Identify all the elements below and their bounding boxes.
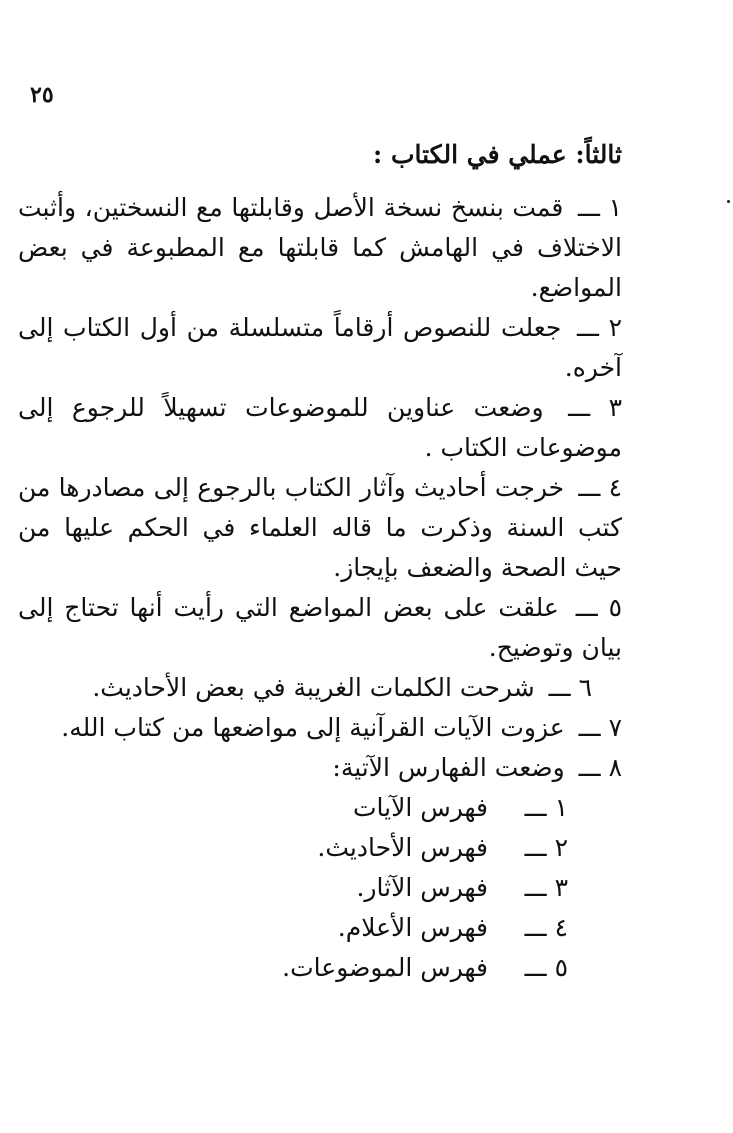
item-number: ٧ ـــ bbox=[578, 713, 622, 742]
item-number: ٨ ـــ bbox=[578, 753, 622, 782]
index-number: ٣ ـــ bbox=[524, 873, 568, 902]
index-entry bbox=[248, 868, 568, 908]
item-number: ٥ ـــ bbox=[575, 593, 623, 622]
item-number: ١ ـــ bbox=[577, 193, 623, 222]
item-text: شرحت الكلمات الغريبة في بعض الأحاديث. bbox=[92, 673, 535, 702]
list-item bbox=[18, 468, 622, 588]
work-steps-list bbox=[18, 188, 622, 788]
margin-dot bbox=[727, 200, 730, 203]
list-item bbox=[18, 588, 622, 668]
index-list bbox=[248, 788, 568, 988]
list-item bbox=[18, 188, 622, 308]
index-entry bbox=[248, 948, 568, 988]
index-entry bbox=[248, 788, 568, 828]
page-number: ٢٥ bbox=[30, 82, 54, 108]
list-item bbox=[18, 308, 622, 388]
list-item bbox=[18, 668, 622, 708]
section-heading: ثالثاً: عملي في الكتاب : bbox=[373, 140, 622, 169]
index-number: ٤ ـــ bbox=[524, 913, 568, 942]
index-text: فهرس الآثار. bbox=[356, 873, 488, 902]
index-number: ٢ ـــ bbox=[524, 833, 568, 862]
item-number: ٣ ـــ bbox=[568, 393, 622, 422]
index-text: فهرس الموضوعات. bbox=[282, 953, 488, 982]
item-text: خرجت أحاديث وآثار الكتاب بالرجوع إلى مصادرها من كتب السنة وذكرت ما قاله العلماء في الحكم عليها من حيث الصحة والضعف بإيجاز. bbox=[18, 473, 622, 582]
index-number: ٥ ـــ bbox=[524, 953, 568, 982]
item-text: قمت بنسخ نسخة الأصل وقابلتها مع النسختين، وأثبت الاختلاف في الهامش كما قابلتها مع المطبوعة في بعض المواضع. bbox=[18, 193, 622, 302]
index-text: فهرس الأحاديث. bbox=[317, 833, 488, 862]
item-number: ٤ ـــ bbox=[578, 473, 623, 502]
index-entry bbox=[248, 908, 568, 948]
index-text: فهرس الآيات bbox=[352, 793, 488, 822]
item-text: وضعت الفهارس الآتية: bbox=[332, 753, 565, 782]
index-entry bbox=[248, 828, 568, 868]
list-item bbox=[18, 388, 622, 468]
list-item bbox=[18, 708, 622, 748]
list-item bbox=[18, 748, 622, 788]
item-text: وضعت عناوين للموضوعات تسهيلاً للرجوع إلى موضوعات الكتاب . bbox=[18, 393, 622, 462]
item-number: ٦ ـــ bbox=[548, 673, 592, 702]
item-text: جعلت للنصوص أرقاماً متسلسلة من أول الكتاب إلى آخره. bbox=[18, 313, 622, 382]
item-number: ٢ ـــ bbox=[576, 313, 623, 342]
item-text: عزوت الآيات القرآنية إلى مواضعها من كتاب الله. bbox=[61, 713, 565, 742]
index-number: ١ ـــ bbox=[524, 793, 568, 822]
item-text: علقت على بعض المواضع التي رأيت أنها تحتاج إلى بيان وتوضيح. bbox=[18, 593, 622, 662]
index-text: فهرس الأعلام. bbox=[337, 913, 488, 942]
